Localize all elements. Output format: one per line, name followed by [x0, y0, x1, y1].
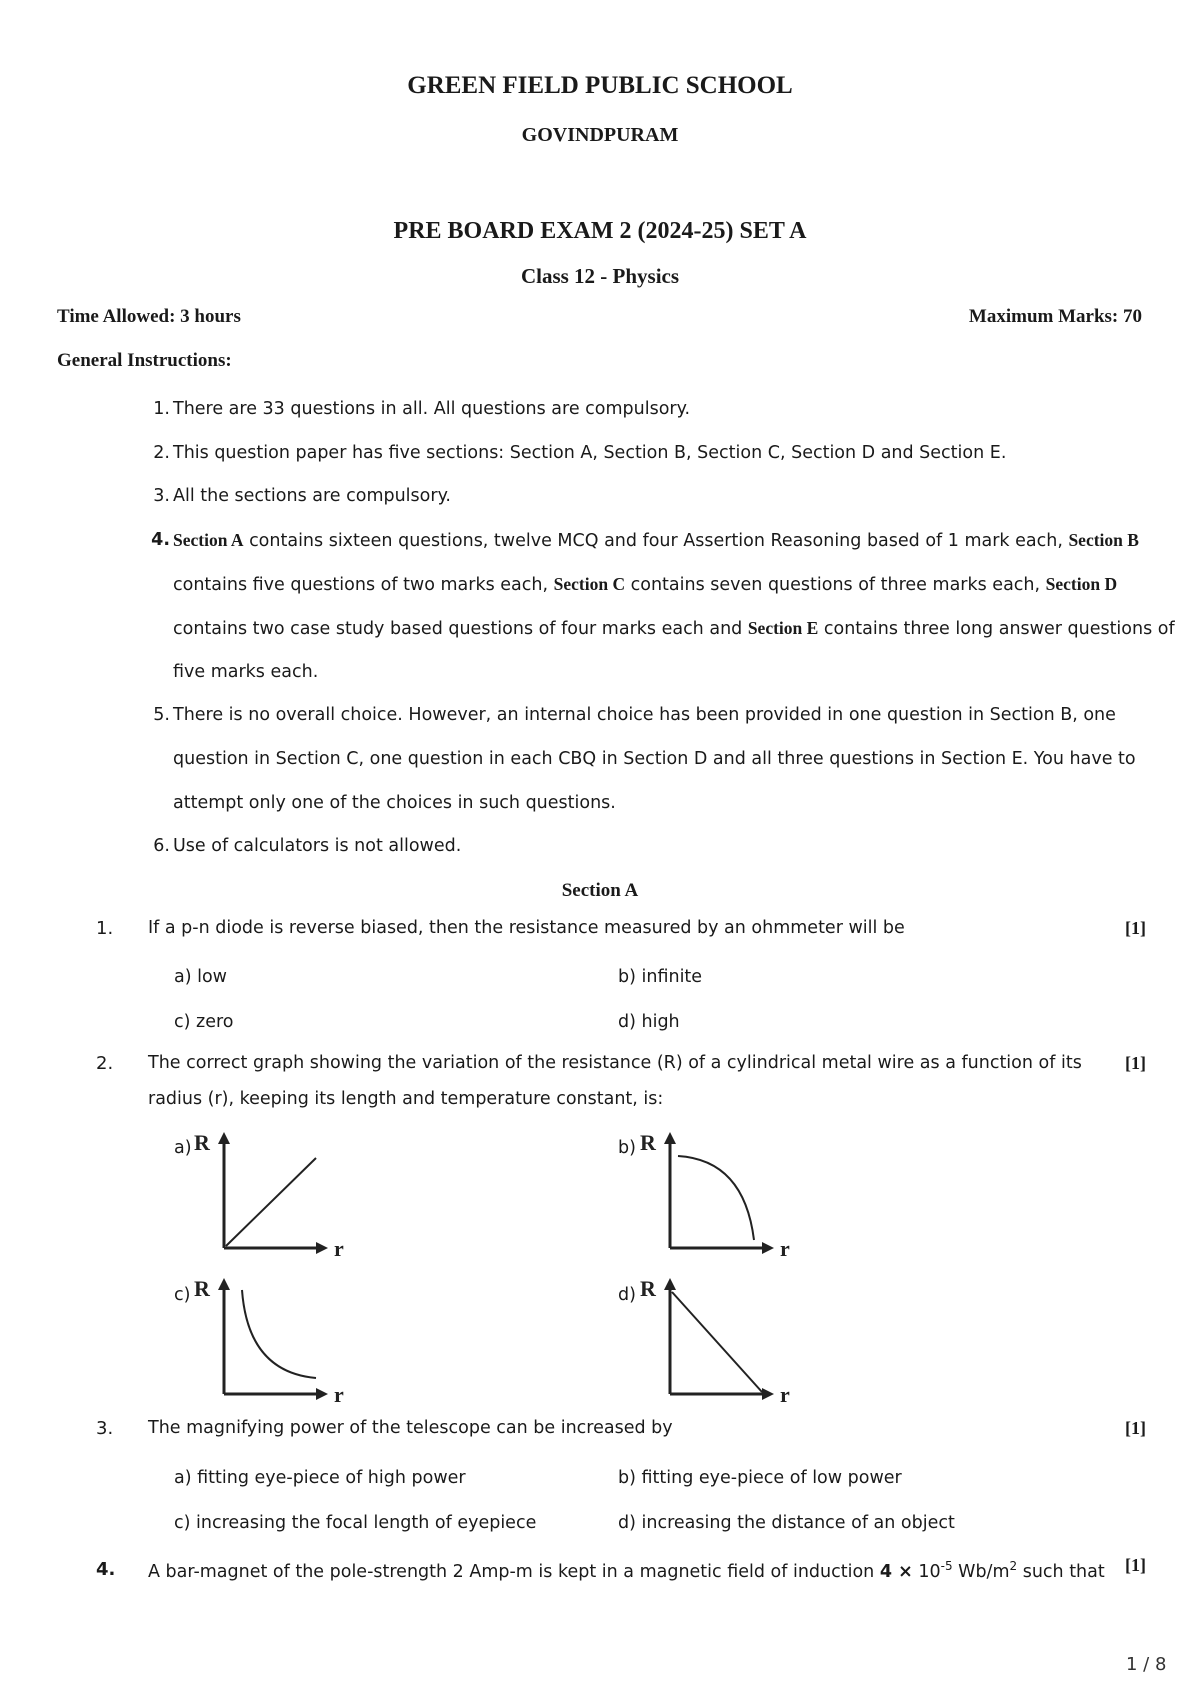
option-c[interactable]: c) increasing the focal length of eyepiece — [174, 1513, 537, 1533]
question-marks: [1] — [1125, 1053, 1146, 1073]
question-number: 1. — [96, 918, 114, 939]
option-c[interactable]: c) zero — [174, 1012, 234, 1032]
question-text-part: such that — [1017, 1561, 1105, 1582]
instruction-number: 5. — [153, 705, 170, 725]
question-text: The magnifying power of the telescope can be increased by — [148, 1418, 673, 1438]
question-text-part: Wb/m — [952, 1561, 1010, 1582]
option-d[interactable]: d) increasing the distance of an object — [618, 1513, 955, 1533]
question-marks: [1] — [1125, 1418, 1146, 1438]
instruction-text: This question paper has five sections: Section A, Section B, Section C, Section D and Section E. — [173, 443, 1007, 463]
instruction-line — [173, 618, 1175, 639]
question-text: The correct graph showing the variation of the resistance (R) of a cylindrical metal wire as a function of its — [148, 1053, 1082, 1073]
x-axis-arrow — [316, 1388, 328, 1400]
instruction-text: contains seven questions of three marks each, — [625, 575, 1046, 595]
instruction-line — [173, 574, 1117, 595]
y-axis-arrow — [218, 1278, 230, 1290]
axis-label-r-x: r — [780, 1236, 790, 1261]
instruction-number: 3. — [153, 486, 170, 506]
option-b[interactable]: b) fitting eye-piece of low power — [618, 1468, 902, 1488]
curve-line — [672, 1292, 762, 1392]
section-e-ref: Section E — [747, 618, 819, 638]
option-a[interactable]: a) low — [174, 967, 227, 987]
section-c-ref: Section C — [553, 574, 626, 594]
option-d[interactable]: d) — [618, 1285, 636, 1305]
x-axis-arrow — [762, 1242, 774, 1254]
exam-title: PRE BOARD EXAM 2 (2024-25) SET A — [393, 218, 807, 244]
exponent: -5 — [940, 1559, 953, 1573]
axis-label-r-x: r — [334, 1236, 344, 1261]
section-a-ref: Section A — [173, 530, 244, 550]
question-text: If a p-n diode is reverse biased, then the resistance measured by an ohmmeter will be — [148, 918, 905, 938]
curve-line — [242, 1290, 316, 1378]
option-a[interactable]: a) — [174, 1138, 192, 1158]
question-number: 2. — [96, 1053, 114, 1074]
instruction-text: All the sections are compulsory. — [173, 486, 451, 506]
school-name: GREEN FIELD PUBLIC SCHOOL — [407, 72, 793, 99]
instruction-text: contains sixteen questions, twelve MCQ and four Assertion Reasoning based of 1 mark each, — [243, 531, 1069, 551]
instruction-number: 1. — [153, 399, 170, 419]
axis-label-r-x: r — [334, 1382, 344, 1407]
x-axis-arrow — [762, 1388, 774, 1400]
question-bold-value: 4 × — [879, 1561, 913, 1582]
question-marks: [1] — [1125, 918, 1146, 938]
x-axis-arrow — [316, 1242, 328, 1254]
instruction-number: 4. — [151, 530, 170, 550]
axis-label-r: R — [640, 1276, 656, 1301]
time-allowed: Time Allowed: 3 hours — [57, 306, 241, 327]
y-axis-arrow — [664, 1278, 676, 1290]
y-axis-arrow — [664, 1132, 676, 1144]
section-d-ref: Section D — [1045, 574, 1118, 594]
exponent: 2 — [1009, 1559, 1018, 1573]
graph-c-hyperbola — [190, 1274, 360, 1409]
page-number: 1 / 8 — [1126, 1654, 1167, 1675]
y-axis-arrow — [218, 1132, 230, 1144]
graph-b-concave — [636, 1128, 806, 1263]
axis-label-r: R — [640, 1130, 656, 1155]
instruction-line — [173, 530, 1139, 551]
graph-d-linear-decreasing — [636, 1274, 806, 1409]
section-a-title: Section A — [561, 880, 639, 901]
option-a[interactable]: a) fitting eye-piece of high power — [174, 1468, 466, 1488]
instruction-text: five marks each. — [173, 662, 319, 682]
subject-title: Class 12 - Physics — [520, 264, 680, 288]
section-b-ref: Section B — [1068, 530, 1139, 550]
question-text: radius (r), keeping its length and temperature constant, is: — [148, 1089, 664, 1109]
question-text-part: 10 — [912, 1561, 941, 1582]
instruction-text: There are 33 questions in all. All questions are compulsory. — [173, 399, 691, 419]
curve-line — [226, 1158, 316, 1246]
question-number: 3. — [96, 1418, 114, 1439]
instruction-number: 2. — [153, 443, 170, 463]
option-b[interactable]: b) — [618, 1138, 636, 1158]
question-text-part: A bar-magnet of the pole-strength 2 Amp-m is kept in a magnetic field of induction — [148, 1561, 880, 1582]
option-c[interactable]: c) — [174, 1285, 191, 1305]
instructions-heading: General Instructions: — [57, 350, 232, 371]
curve-line — [678, 1156, 754, 1240]
question-marks: [1] — [1125, 1555, 1146, 1575]
instruction-text: Use of calculators is not allowed. — [173, 836, 462, 856]
instruction-text: contains three long answer questions of — [818, 619, 1175, 639]
instruction-text: contains two case study based questions of four marks each and — [173, 619, 748, 639]
maximum-marks: Maximum Marks: 70 — [968, 306, 1142, 327]
instruction-text: contains five questions of two marks each, — [173, 575, 554, 595]
axis-label-r: R — [194, 1276, 210, 1301]
instruction-number: 6. — [153, 836, 170, 856]
axis-label-r-x: r — [780, 1382, 790, 1407]
instruction-text: question in Section C, one question in each CBQ in Section D and all three questions in Section E. You have to — [173, 749, 1136, 769]
option-d[interactable]: d) high — [618, 1012, 680, 1032]
question-text — [148, 1559, 1105, 1582]
axis-label-r: R — [194, 1130, 210, 1155]
question-number: 4. — [96, 1559, 116, 1580]
option-b[interactable]: b) infinite — [618, 967, 703, 987]
instruction-text: attempt only one of the choices in such questions. — [173, 793, 616, 813]
school-location: GOVINDPURAM — [521, 124, 679, 146]
instruction-text: There is no overall choice. However, an internal choice has been provided in one question in Section B, one — [173, 705, 1116, 725]
graph-a-linear — [190, 1128, 360, 1263]
